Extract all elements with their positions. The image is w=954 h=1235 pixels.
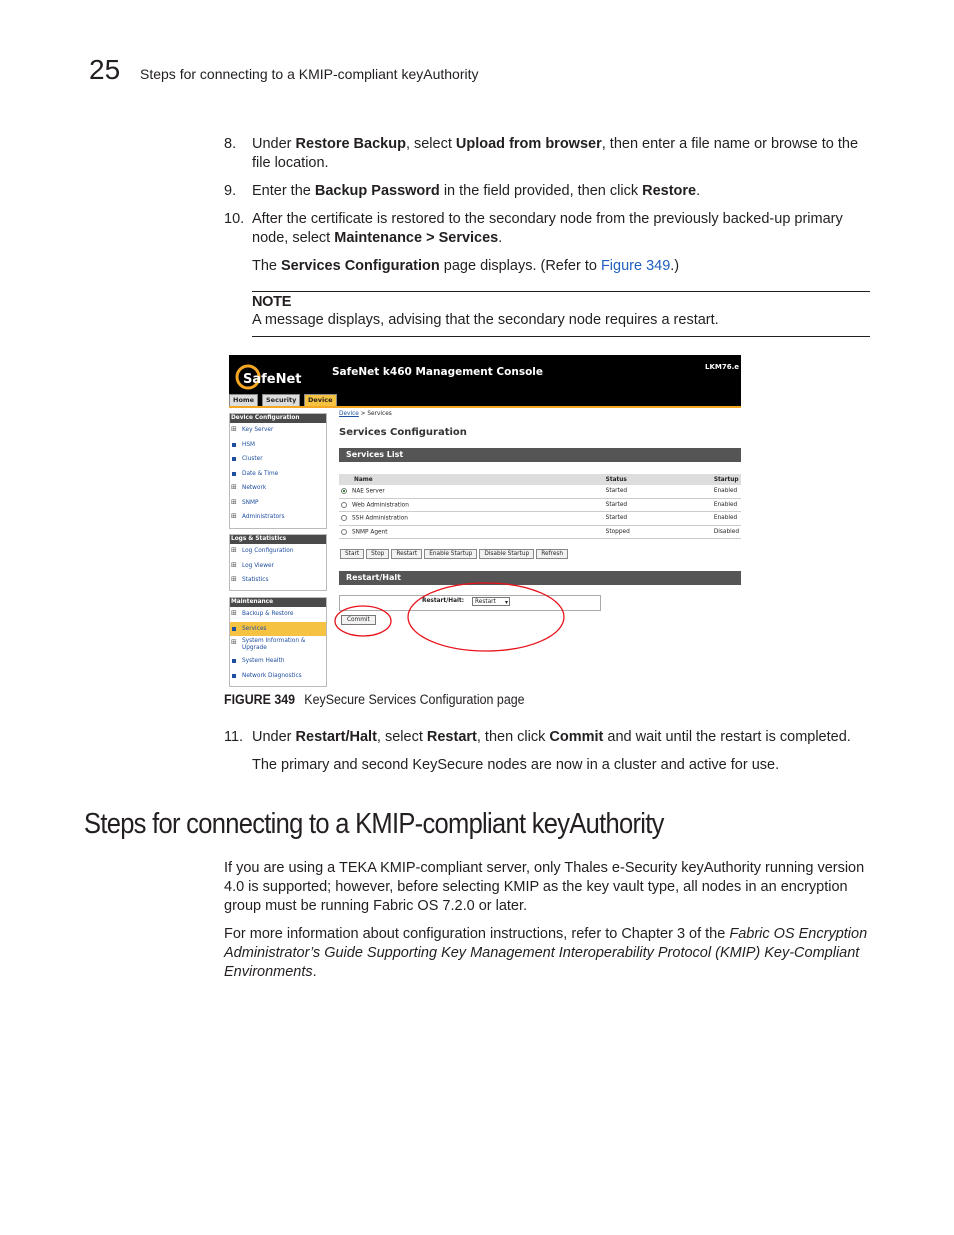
sidebar-item-administrators[interactable]: ⊞ Administrators xyxy=(231,512,285,520)
table-row[interactable]: Web Administration Started Enabled xyxy=(339,498,741,512)
sidebar-item-key-server[interactable]: ⊞ Key Server xyxy=(231,425,274,433)
expand-plus-icon: ⊞ xyxy=(231,497,237,506)
ui-term: Backup Password xyxy=(314,183,440,199)
services-list-header: Services List xyxy=(339,448,741,462)
section-heading: Steps for connecting to a KMIP-compliant keyAuthority xyxy=(84,808,664,840)
sidebar-item-statistics[interactable]: ⊞ Statistics xyxy=(231,575,269,583)
section-para-1: If you are using a TEKA KMIP-compliant server, only Thales e-Security keyAuthority running version 4.0 is supported; however, before selecting KMIP as the key vault type, all nodes in an encryption group must be running Fabric OS 7.2.0 or later. xyxy=(224,860,865,914)
commit-highlight-circle xyxy=(335,606,391,636)
ui-term: Maintenance > Services xyxy=(334,230,499,246)
sidebar-heading: Device Configuration xyxy=(230,414,326,423)
sidebar-item-cluster[interactable]: Cluster xyxy=(230,452,326,467)
services-para: The Services Configuration page displays. (Refer to Figure 349.) xyxy=(252,258,680,274)
sidebar-item-date-time[interactable]: Date & Time xyxy=(230,467,326,482)
ui-term: Restart xyxy=(426,729,477,745)
figure-link[interactable]: Figure 349 xyxy=(600,258,671,274)
ui-term: Restart/Halt xyxy=(295,729,377,745)
restart-halt-label: Restart/Halt: xyxy=(422,598,465,604)
figure-screenshot xyxy=(229,355,741,687)
figure-caption: FIGURE 349 KeySecure Services Configuration page xyxy=(224,692,525,707)
enable-startup-button[interactable]: Enable Startup xyxy=(424,549,477,559)
step-number: 8. xyxy=(224,136,237,152)
note-top-rule xyxy=(252,291,870,292)
guide-title: Fabric OS Encryption Administrator’s Guide Supporting Key Management Interoperability Protocol (KMIP) Key-Compliant Environments xyxy=(224,926,868,980)
restart-button[interactable]: Restart xyxy=(391,549,422,559)
sidebar-item-backup-restore[interactable]: ⊞ Backup & Restore xyxy=(231,609,294,617)
disable-startup-button[interactable]: Disable Startup xyxy=(479,549,534,559)
nav-device[interactable]: Device xyxy=(304,394,337,407)
restart-halt-header: Restart/Halt xyxy=(339,571,741,585)
sidebar-item-network-diagnostics[interactable]: Network Diagnostics xyxy=(230,669,326,684)
start-button[interactable]: Start xyxy=(340,549,364,559)
nav-home[interactable]: Home xyxy=(229,394,258,407)
stop-button[interactable]: Stop xyxy=(366,549,389,559)
table-row[interactable]: SNMP Agent Stopped Disabled xyxy=(339,525,741,539)
step-10: 10. After the certificate is restored to the secondary node from the previously backed-up primary node, select Maintenance > Services. xyxy=(224,211,843,246)
ui-term: Restore xyxy=(642,183,697,199)
breadcrumb: Device > Services xyxy=(339,411,392,417)
expand-plus-icon: ⊞ xyxy=(231,546,237,554)
sidebar-heading: Maintenance xyxy=(230,598,326,607)
expand-plus-icon: ⊞ xyxy=(231,512,237,520)
nav-security[interactable]: Security xyxy=(262,394,300,407)
chapter-number: 25 xyxy=(89,54,121,85)
step-9: 9. Enter the Backup Password in the field provided, then click Restore. xyxy=(224,183,701,199)
sidebar-item-log-configuration[interactable]: ⊞ Log Configuration xyxy=(231,546,294,554)
sidebar-item-network[interactable]: ⊞ Network xyxy=(231,483,267,491)
step-8: 8. Under Restore Backup, select Upload from browser, then enter a file name or browse to the file location. xyxy=(224,136,859,171)
sidebar-heading: Logs & Statistics xyxy=(230,535,326,544)
sidebar-item-hsm[interactable]: HSM xyxy=(230,438,326,453)
commit-button[interactable]: Commit xyxy=(341,615,376,625)
step-11-follow: The primary and second KeySecure nodes are now in a cluster and active for use. xyxy=(252,757,780,773)
step-number: 11. xyxy=(224,729,244,745)
restart-halt-select[interactable]: Restart ▾ xyxy=(472,597,510,606)
step-number: 10. xyxy=(224,211,245,227)
note-bottom-rule xyxy=(252,336,870,337)
note-heading: NOTE xyxy=(252,294,292,310)
expand-plus-icon: ⊞ xyxy=(231,609,237,617)
expand-plus-icon: ⊞ xyxy=(231,638,237,646)
step-number: 9. xyxy=(224,183,237,199)
restart-highlight-circle xyxy=(408,583,564,651)
expand-plus-icon: ⊞ xyxy=(231,425,237,433)
table-row[interactable]: SSH Administration Started Enabled xyxy=(339,512,741,526)
sidebar-item-system-health[interactable]: System Health xyxy=(230,654,326,669)
refresh-button[interactable]: Refresh xyxy=(536,549,568,559)
expand-plus-icon: ⊞ xyxy=(231,575,237,583)
ui-term: Commit xyxy=(549,729,604,745)
section-para-2: For more information about configuration instructions, refer to Chapter 3 of the Fabric OS Encryption Administrator’s Guide Supporting Key Management Interoperability Protocol (KMIP) Key-Compliant Environments. xyxy=(224,926,868,980)
col-name: Name xyxy=(339,474,604,485)
expand-plus-icon: ⊞ xyxy=(231,560,237,569)
console-title: SafeNet k460 Management Console xyxy=(332,366,543,378)
note-text: A message displays, advising that the secondary node requires a restart. xyxy=(252,312,719,328)
ui-term: Restore Backup xyxy=(295,136,406,152)
host-name: LKM76.e xyxy=(705,363,739,371)
col-startup: Startup xyxy=(712,474,741,485)
expand-plus-icon: ⊞ xyxy=(231,483,237,491)
ui-term: Upload from browser xyxy=(455,136,602,152)
breadcrumb-link-device[interactable]: Device xyxy=(339,411,359,417)
sidebar-item-services[interactable]: Services xyxy=(230,622,326,637)
sidebar-item-system-information[interactable]: ⊞ System Information & Upgrade xyxy=(231,638,306,651)
sidebar-item-log-viewer[interactable]: ⊞ Log Viewer xyxy=(231,560,274,569)
step-11: 11. Under Restart/Halt, select Restart, then click Commit and wait until the restart is completed. xyxy=(224,729,851,745)
svg-text:SafeNet: SafeNet xyxy=(243,372,302,387)
col-status: Status xyxy=(604,474,712,485)
annotation-circles xyxy=(229,355,741,687)
page-title: Services Configuration xyxy=(339,427,467,438)
running-header: Steps for connecting to a KMIP-compliant keyAuthority xyxy=(140,66,479,82)
table-row[interactable]: NAE Server Started Enabled xyxy=(339,485,741,498)
chevron-down-icon: ▾ xyxy=(504,599,508,606)
sidebar-item-snmp[interactable]: ⊞ SNMP xyxy=(231,497,259,506)
